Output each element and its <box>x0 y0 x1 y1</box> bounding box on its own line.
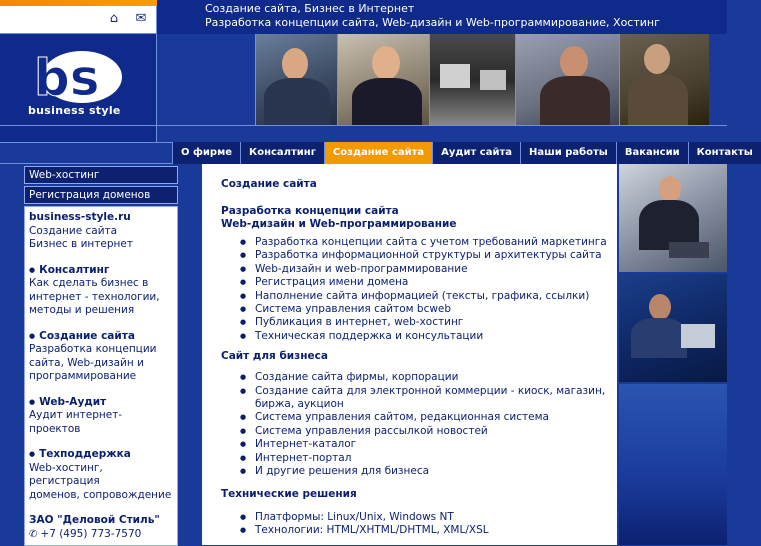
company-info <box>29 514 173 541</box>
section-title[interactable]: ● Создание сайта <box>29 330 173 344</box>
logo-toolbar <box>0 0 156 34</box>
photo-woman <box>515 34 619 126</box>
list-item: ● И другие решения для бизнеса <box>237 465 617 478</box>
nav-item-about[interactable]: О фирме <box>172 142 240 164</box>
list-item: ● Создание сайта фирмы, корпорации <box>237 371 617 384</box>
concept-list <box>237 236 617 343</box>
logo-text: business style <box>28 104 121 117</box>
concept-subtitle: Web-дизайн и Web-программирование <box>221 218 457 230</box>
section-line: методы и решения <box>29 304 135 316</box>
sidebar-section-support <box>29 448 173 502</box>
list-item <box>237 385 617 412</box>
photo-woman-laptop <box>619 164 727 272</box>
photo-office <box>429 34 515 126</box>
section-line: Web-хостинг, регистрация <box>29 461 103 487</box>
logo-block <box>0 0 157 142</box>
section-title[interactable]: ● Web-Аудит <box>29 396 173 410</box>
company-name: ЗАО "Деловой Стиль" <box>29 514 160 526</box>
sidebar-link-domain-registration[interactable]: Регистрация доменов <box>24 186 178 204</box>
divider <box>0 125 727 126</box>
list-item: ● Разработка концепции сайта с учетом требований маркетинга <box>237 236 617 249</box>
svg-text:bs: bs <box>34 49 100 107</box>
logo[interactable] <box>0 34 156 124</box>
list-item: ● Регистрация имени домена <box>237 276 617 289</box>
header-tagline <box>157 0 727 34</box>
nav-item-our-works[interactable]: Наши работы <box>520 142 616 164</box>
section-title[interactable]: ● Техподдержка <box>29 448 173 462</box>
tech-list <box>237 511 617 538</box>
right-photo-column <box>619 164 727 545</box>
photo-man-laptop <box>619 34 709 126</box>
list-item: ● Наполнение сайта информацией (тексты, графика, ссылки) <box>237 290 617 303</box>
list-item: ● Система управления сайтом, редакционная система <box>237 411 617 424</box>
section-line: Аудит интернет-проектов <box>29 409 123 435</box>
photo-man-headset <box>337 34 429 126</box>
list-item: ● Платформы: Linux/Unix, Windows NT <box>237 511 617 524</box>
main-content <box>202 164 617 545</box>
section-line: Как сделать бизнес в <box>29 277 149 289</box>
site-name[interactable]: business-style.ru <box>29 211 131 223</box>
section-line: программирование <box>29 370 137 382</box>
header-line-1: Создание сайта, Бизнес в Интернет <box>205 2 415 15</box>
tech-title: Технические решения <box>221 487 357 500</box>
section-line: сайта, Web-дизайн и <box>29 356 144 369</box>
phone-row <box>29 528 173 542</box>
nav-item-consulting[interactable]: Консалтинг <box>240 142 324 164</box>
concept-title: Разработка концепции сайта <box>221 205 399 217</box>
photo-strip <box>157 34 727 126</box>
list-item: ● Интернет-каталог <box>237 438 617 451</box>
nav-item-contacts[interactable]: Контакты <box>688 142 761 164</box>
sidebar-info-box <box>24 206 178 546</box>
site-line: Бизнес в интернет <box>29 238 133 250</box>
nav-item-website-creation[interactable]: Создание сайта <box>324 142 432 164</box>
list-item: ● Техническая поддержка и консультации <box>237 330 617 343</box>
sidebar-section-website <box>29 330 173 384</box>
photo-man-phone <box>255 34 337 126</box>
business-title: Сайт для бизнеса <box>221 350 328 363</box>
list-item: ● Система управления рассылкой новостей <box>237 425 617 438</box>
header-line-2: Разработка концепции сайта, Web-дизайн и Web-программирование, Хостинг <box>205 16 660 29</box>
nav-item-site-audit[interactable]: Аудит сайта <box>432 142 520 164</box>
main-nav <box>172 142 761 164</box>
mail-icon[interactable]: ✉ <box>135 11 147 26</box>
page-title: Создание сайта <box>221 178 317 190</box>
photo-blue-bottom <box>619 384 727 545</box>
phone-number: +7 (495) 773-7570 <box>40 527 142 540</box>
sidebar-section-audit <box>29 396 173 437</box>
accent-bar <box>0 0 157 6</box>
list-item-line: биржа, аукцион <box>255 398 344 411</box>
sidebar-link-web-hosting[interactable]: Web-хостинг <box>24 166 178 184</box>
nav-item-vacancies[interactable]: Вакансии <box>616 142 688 164</box>
list-item: ● Разработка информационной структуры и архитектуры сайта <box>237 249 617 262</box>
site-line: Создание сайта <box>29 224 118 237</box>
section-title[interactable]: ● Консалтинг <box>29 264 173 278</box>
section-line: интернет - технологии, <box>29 290 160 303</box>
sidebar-section-consulting <box>29 264 173 318</box>
section-line: доменов, сопровождение <box>29 488 172 501</box>
list-item-line: Создание сайта для электронной коммерции - киоск, магазин, <box>255 384 606 397</box>
bs-logo-mark <box>28 48 124 106</box>
list-item: ● Web-дизайн и web-программирование <box>237 263 617 276</box>
section-line: Разработка концепции <box>29 343 157 355</box>
list-item: ● Система управления сайтом bcweb <box>237 303 617 316</box>
phone-icon: ✆ <box>29 528 38 540</box>
left-sidebar <box>24 166 178 545</box>
business-list <box>237 371 617 478</box>
home-icon[interactable]: ⌂ <box>109 11 119 26</box>
photo-people-office <box>619 274 727 382</box>
list-item: ● Публикация в интернет, web-хостинг <box>237 316 617 329</box>
list-item: ● Интернет-портал <box>237 452 617 465</box>
list-item: ● Технологии: HTML/XHTML/DHTML, XML/XSL <box>237 524 617 537</box>
